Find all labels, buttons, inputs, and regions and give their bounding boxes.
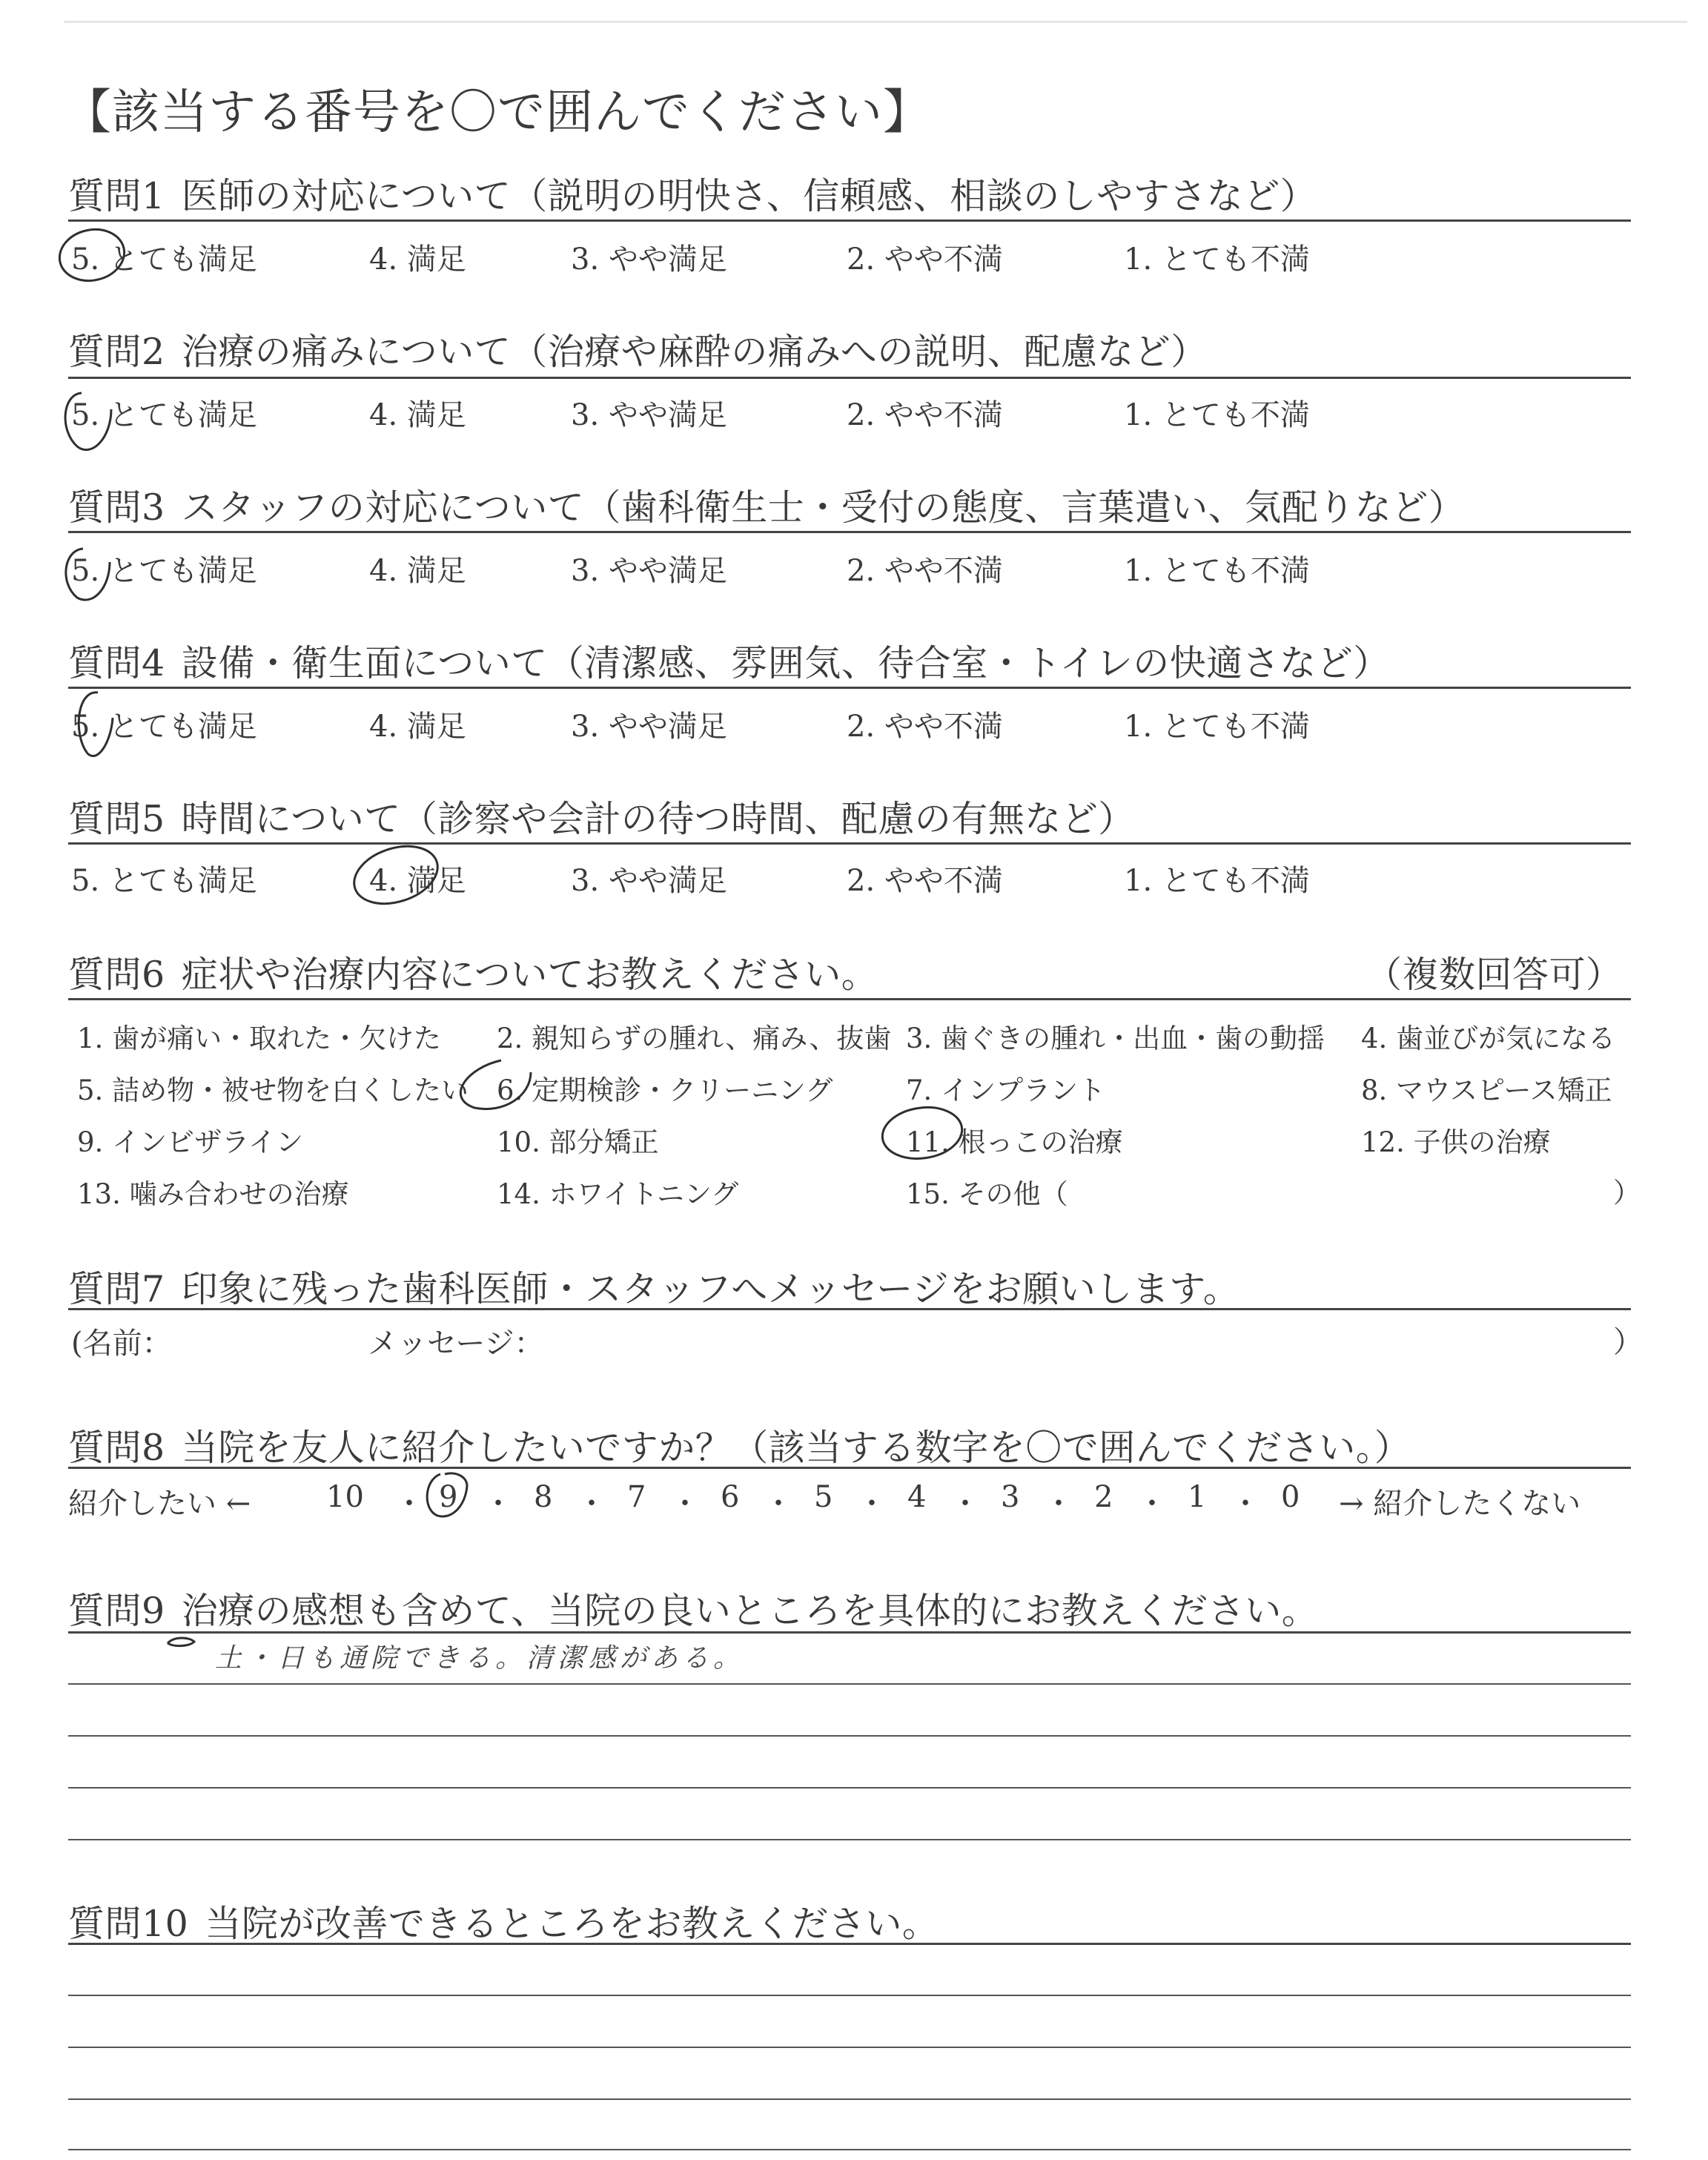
q5-option-5[interactable]: 5. とても満足	[71, 864, 257, 898]
q5-option-2[interactable]: 2. やや不満	[847, 864, 1003, 898]
q8-dot: ・	[1231, 1487, 1260, 1521]
q4-option-3[interactable]: 3. やや満足	[571, 710, 727, 744]
q8-scale-8[interactable]: 8	[534, 1480, 553, 1514]
q6-option-13[interactable]: 13. 噛み合わせの治療	[77, 1178, 349, 1210]
question-4	[68, 635, 1390, 687]
q8-dot: ・	[950, 1487, 980, 1521]
question-5	[68, 790, 1135, 842]
answer-line	[68, 1995, 1631, 1996]
q8-scale-3[interactable]: 3	[1001, 1480, 1020, 1514]
answer-line	[68, 2098, 1631, 2100]
q8-scale-5[interactable]: 5	[814, 1480, 833, 1514]
question-6-text: 症状や治療内容についてお教えください。	[181, 954, 878, 996]
q1-option-1[interactable]: 1. とても不満	[1124, 242, 1310, 277]
question-2	[68, 323, 1208, 375]
answer-line	[68, 1839, 1631, 1840]
question-1-rule	[68, 219, 1631, 222]
q6-option-8[interactable]: 8. マウスピース矯正	[1361, 1074, 1612, 1106]
question-3-label: 質問3	[68, 486, 165, 529]
q7-close-paren: ）	[1613, 1325, 1643, 1359]
q3-option-1[interactable]: 1. とても不満	[1124, 554, 1310, 588]
q1-option-3[interactable]: 3. やや満足	[571, 242, 727, 277]
question-2-rule	[68, 377, 1631, 379]
answer-line	[68, 1787, 1631, 1789]
q6-option-7[interactable]: 7. インプラント	[906, 1074, 1106, 1106]
question-5-rule	[68, 842, 1631, 845]
q4-option-5[interactable]: 5. とても満足	[71, 710, 257, 744]
q7-message-label: メッセージ：	[368, 1327, 544, 1361]
q6-option-11[interactable]: 11. 根っこの治療	[906, 1126, 1123, 1158]
q6-option-4[interactable]: 4. 歯並びが気になる	[1361, 1023, 1616, 1054]
answer-line	[68, 1683, 1631, 1685]
q6-option-15[interactable]: 15. その他（	[906, 1178, 1068, 1210]
question-6-label: 質問6	[68, 954, 165, 996]
q6-other-close-paren: ）	[1613, 1177, 1641, 1209]
q6-option-9[interactable]: 9. インビザライン	[77, 1126, 303, 1158]
q8-dot: ・	[394, 1487, 424, 1521]
q2-option-5[interactable]: 5. とても満足	[71, 398, 257, 432]
q3-option-5[interactable]: 5. とても満足	[71, 554, 257, 588]
question-2-label: 質問2	[68, 331, 165, 373]
q4-option-1[interactable]: 1. とても不満	[1124, 710, 1310, 744]
question-3-rule	[68, 531, 1631, 533]
question-4-label: 質問4	[68, 642, 165, 684]
question-4-rule	[68, 687, 1631, 689]
q8-scale-6[interactable]: 6	[721, 1480, 740, 1514]
q4-option-2[interactable]: 2. やや不満	[847, 710, 1003, 744]
question-10-rule	[68, 1943, 1631, 1945]
answer-line	[68, 2149, 1631, 2150]
question-5-label: 質問5	[68, 798, 165, 840]
question-6-note: （複数回答可）	[1366, 954, 1623, 996]
q3-option-4[interactable]: 4. 満足	[369, 554, 466, 588]
q2-option-3[interactable]: 3. やや満足	[571, 398, 727, 432]
q8-scale-10[interactable]: 10	[326, 1480, 364, 1514]
q8-right-label: → 紹介したくない	[1339, 1487, 1581, 1521]
question-8-label: 質問8	[68, 1427, 165, 1469]
question-7-rule	[68, 1308, 1631, 1310]
question-8	[68, 1419, 1411, 1471]
question-3	[68, 479, 1465, 531]
question-4-text: 設備・衛生面について（清潔感、雰囲気、待合室・トイレの快適さなど）	[181, 642, 1390, 684]
q8-scale-1[interactable]: 1	[1188, 1480, 1207, 1514]
question-10	[68, 1895, 939, 1947]
question-9-label: 質問9	[68, 1590, 165, 1632]
q6-option-2[interactable]: 2. 親知らずの腫れ、痛み、抜歯	[497, 1023, 892, 1054]
q8-dot: ・	[483, 1487, 513, 1521]
q2-option-4[interactable]: 4. 満足	[369, 398, 466, 432]
q8-scale-4[interactable]: 4	[907, 1480, 927, 1514]
question-6-rule	[68, 998, 1631, 1000]
q8-dot: ・	[1137, 1487, 1167, 1521]
q8-dot: ・	[670, 1487, 700, 1521]
answer-line	[68, 2047, 1631, 2048]
q8-dot: ・	[764, 1487, 793, 1521]
question-3-text: スタッフの対応について（歯科衛生士・受付の態度、言葉遣い、気配りなど）	[181, 486, 1466, 529]
q6-option-10[interactable]: 10. 部分矯正	[497, 1126, 659, 1158]
q9-note-mark	[168, 1638, 194, 1646]
question-7	[68, 1261, 1239, 1312]
question-7-text: 印象に残った歯科医師・スタッフへメッセージをお願いします。	[181, 1268, 1240, 1310]
q8-scale-9[interactable]: 9	[439, 1480, 458, 1514]
q8-left-label: 紹介したい ←	[68, 1487, 251, 1521]
page-title: 【該当する番号を〇で囲んでください】	[64, 85, 931, 140]
q1-option-5[interactable]: 5. とても満足	[71, 242, 257, 277]
q8-scale-2[interactable]: 2	[1094, 1480, 1113, 1514]
q2-option-1[interactable]: 1. とても不満	[1124, 398, 1310, 432]
q6-option-1[interactable]: 1. 歯が痛い・取れた・欠けた	[77, 1023, 442, 1054]
question-6	[68, 946, 878, 998]
question-10-label: 質問10	[68, 1903, 189, 1945]
q5-option-1[interactable]: 1. とても不満	[1124, 864, 1310, 898]
q1-option-4[interactable]: 4. 満足	[369, 242, 466, 277]
q6-option-5[interactable]: 5. 詰め物・被せ物を白くしたい	[77, 1074, 469, 1106]
q3-option-2[interactable]: 2. やや不満	[847, 554, 1003, 588]
answer-line	[68, 1735, 1631, 1737]
question-1-text: 医師の対応について（説明の明快さ、信頼感、相談のしやすさなど）	[181, 175, 1317, 217]
q1-option-2[interactable]: 2. やや不満	[847, 242, 1003, 277]
q7-name-label: (名前：	[71, 1327, 172, 1361]
q8-dot: ・	[857, 1487, 887, 1521]
question-1	[68, 168, 1317, 219]
question-9-rule	[68, 1631, 1631, 1634]
question-8-rule	[68, 1467, 1631, 1469]
question-5-text: 時間について（診察や会計の待つ時間、配慮の有無など）	[181, 798, 1135, 840]
question-9-text: 治療の感想も含めて、当院の良いところを具体的にお教えください。	[181, 1590, 1319, 1632]
question-9	[68, 1582, 1318, 1634]
q5-option-4[interactable]: 4. 満足	[369, 864, 466, 898]
q4-option-4[interactable]: 4. 満足	[369, 710, 466, 744]
q8-dot: ・	[577, 1487, 606, 1521]
question-2-text: 治療の痛みについて（治療や麻酔の痛みへの説明、配慮など）	[181, 331, 1208, 373]
q8-dot: ・	[1044, 1487, 1073, 1521]
q2-option-2[interactable]: 2. やや不満	[847, 398, 1003, 432]
question-8-text: 当院を友人に紹介したいですか？（該当する数字を〇で囲んでください。）	[181, 1427, 1411, 1469]
question-7-label: 質問7	[68, 1268, 165, 1310]
q6-option-14[interactable]: 14. ホワイトニング	[497, 1178, 739, 1210]
q5-option-3[interactable]: 3. やや満足	[571, 864, 727, 898]
top-border	[64, 21, 1687, 23]
q8-scale-0[interactable]: 0	[1281, 1480, 1300, 1514]
q3-option-3[interactable]: 3. やや満足	[571, 554, 727, 588]
q6-option-3[interactable]: 3. 歯ぐきの腫れ・出血・歯の動揺	[906, 1023, 1325, 1054]
q6-option-12[interactable]: 12. 子供の治療	[1361, 1126, 1551, 1158]
q6-option-6[interactable]: 6. 定期検診・クリーニング	[497, 1074, 833, 1106]
q9-handwritten-answer: 土・日も通院できる。清潔感がある。	[215, 1643, 745, 1674]
question-10-text: 当院が改善できるところをお教えください。	[205, 1903, 939, 1945]
question-1-label: 質問1	[68, 175, 165, 217]
q8-scale-7[interactable]: 7	[627, 1480, 646, 1514]
